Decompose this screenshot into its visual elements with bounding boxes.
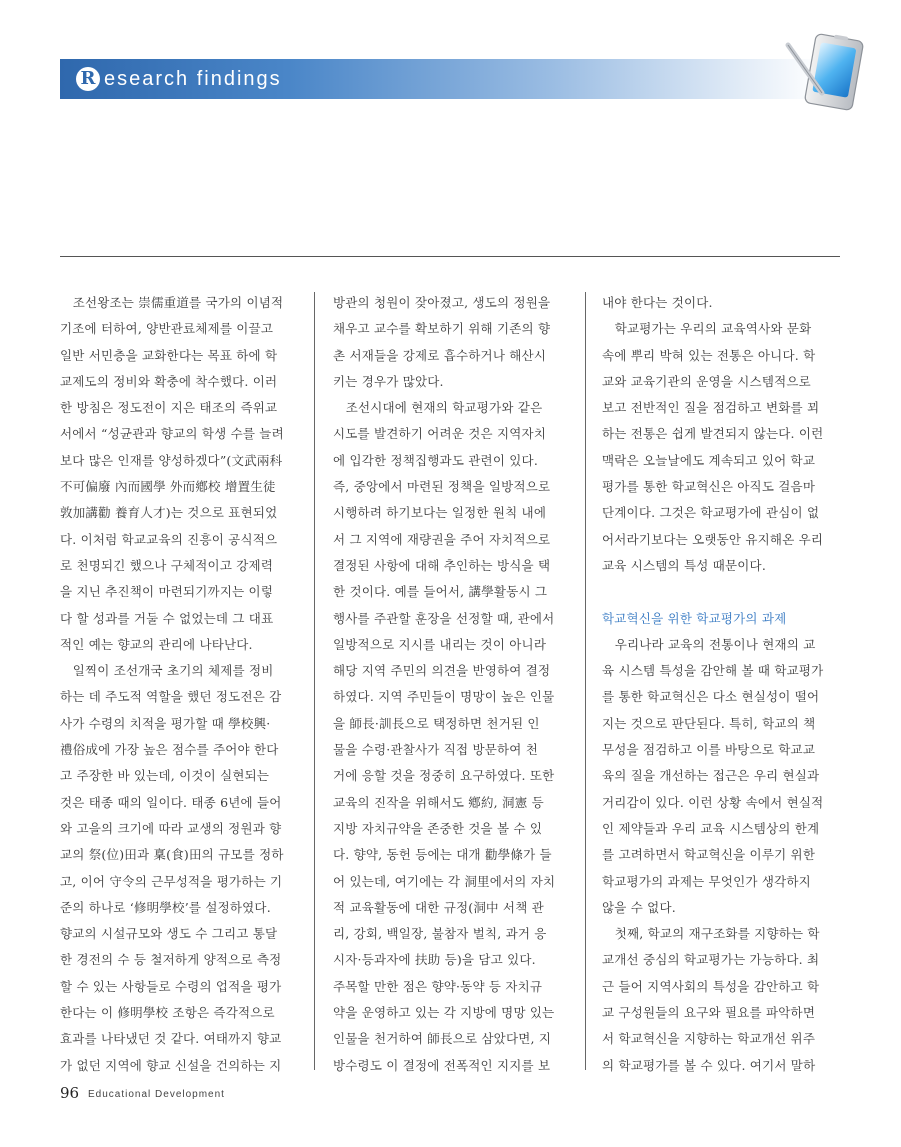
text-line: 敦加講勸 養育人才)는 것으로 표현되었	[60, 505, 278, 521]
text-line: 지는 것으로 판단된다. 특히, 학교의 책	[602, 715, 816, 731]
text-line: 에 입각한 정책집행과도 관련이 있다.	[333, 452, 538, 468]
section-logo-letter: R	[76, 67, 100, 91]
text-line: 보고 전반적인 질을 점검하고 변화를 꾀	[602, 400, 820, 416]
text-line: 키는 경우가 많았다.	[333, 373, 444, 389]
text-line: 않을 수 없다.	[602, 899, 676, 915]
text-line: 사가 수령의 치적을 평가할 때 學校興·	[60, 715, 271, 731]
text-line: 조선시대에 현재의 학교평가와 같은	[333, 400, 543, 416]
text-line: 고, 이어 守令의 근무성적을 평가하는 기	[60, 873, 283, 889]
text-line: 거에 응할 것을 정중히 요구하였다. 또한	[333, 768, 555, 784]
text-line: 와 고을의 크기에 따라 교생의 정원과 향	[60, 820, 282, 836]
text-line: 하는 데 주도적 역할을 했던 정도전은 감	[60, 689, 282, 705]
text-line: 주목할 만한 점은 향약·동약 등 자치규	[333, 978, 543, 994]
text-line: 교의 祭(位)田과 稟(食)田의 규모를 정하	[60, 847, 284, 863]
text-line: 한 방침은 정도전이 지은 태조의 즉위교	[60, 400, 278, 416]
text-line: 효과를 나타냈던 것 같다. 여태까지 향교	[60, 1031, 282, 1047]
text-line: 즉, 중앙에서 마련된 정책을 일방적으로	[333, 479, 551, 495]
text-line: 가 없던 지역에 향교 신설을 건의하는 지	[60, 1057, 282, 1073]
text-line: 촌 서재들을 강제로 흡수하거나 해산시	[333, 347, 547, 363]
text-line: 고 주장한 바 있는데, 이것이 실현되는	[60, 768, 270, 784]
text-line: 교제도의 정비와 확충에 착수했다. 이러	[60, 373, 278, 389]
text-line: 禮俗成에 가장 높은 점수를 주어야 한다	[60, 742, 279, 758]
text-line: 학교평가는 우리의 교육역사와 문화	[602, 321, 812, 337]
text-line: 약을 운영하고 있는 각 지방에 명망 있는	[333, 1005, 555, 1021]
text-line: 물을 수령·관찰사가 직접 방문하여 천	[333, 742, 538, 758]
text-line: 서 학교혁신을 지향하는 학교개선 위주	[602, 1031, 816, 1047]
text-line: 교육의 진작을 위해서도 鄕約, 洞憲 등	[333, 794, 544, 810]
text-column-1	[60, 290, 300, 1079]
text-line: 을 師長·訓長으로 택정하면 천거된 인	[333, 715, 540, 731]
text-line: 를 통한 학교혁신은 다소 현실성이 떨어	[602, 689, 820, 705]
page-number: 96	[60, 1084, 80, 1102]
text-column-3	[602, 290, 842, 1079]
text-line: 다 할 성과를 거둘 수 없었는데 그 대표	[60, 610, 274, 626]
column-divider	[585, 292, 586, 1070]
text-line: 일방적으로 지시를 내리는 것이 아니라	[333, 636, 547, 652]
text-line: 서 그 지역에 재량권을 주어 자치적으로	[333, 531, 551, 547]
text-line: 무성을 점검하고 이를 바탕으로 학교교	[602, 742, 816, 758]
text-line: 어서라기보다는 오랫동안 유지해온 우리	[602, 531, 824, 547]
text-line: 다. 향약, 동헌 등에는 대개 勸學條가 들	[333, 847, 552, 863]
text-line: 학교평가의 과제는 무엇인가 생각하지	[602, 873, 811, 889]
text-line: 우리나라 교육의 전통이나 현재의 교	[602, 636, 816, 652]
text-line: 어 있는데, 여기에는 각 洞里에서의 자치	[333, 873, 556, 889]
text-line: 적 교육활동에 대한 규정(洞中 서책 관	[333, 899, 544, 915]
text-line: 다. 이처럼 학교교육의 진흥이 공식적으	[60, 531, 278, 547]
text-line: 향교의 시설규모와 생도 수 그리고 통달	[60, 926, 278, 942]
text-line: 지방 자치규약을 존중한 것을 볼 수 있	[333, 820, 543, 836]
section-heading: 학교혁신을 위한 학교평가의 과제	[602, 610, 787, 626]
text-line: 하는 전통은 쉽게 발견되지 않는다. 이런	[602, 426, 824, 442]
text-line: 육 시스템 특성을 감안해 볼 때 학교평가	[602, 663, 824, 679]
text-line: 할 수 있는 사항들로 수령의 업적을 평가	[60, 978, 282, 994]
text-line: 첫째, 학교의 재구조화를 지향하는 학	[602, 926, 820, 942]
tablet-pen-icon	[780, 15, 870, 115]
paragraph-gap	[602, 579, 842, 605]
text-line: 결정된 사항에 대해 추인하는 방식을 택	[333, 557, 551, 573]
text-line: 육의 질을 개선하는 접근은 우리 현실과	[602, 768, 820, 784]
section-title: esearch findings	[104, 68, 282, 90]
text-line: 채우고 교수를 확보하기 위해 기존의 향	[333, 321, 551, 337]
text-line: 행사를 주관할 훈장을 선정할 때, 관에서	[333, 610, 555, 626]
top-divider	[60, 256, 840, 257]
text-line: 리, 강회, 백일장, 불참자 벌칙, 과거 응	[333, 926, 547, 942]
text-line: 내야 한다는 것이다.	[602, 295, 713, 310]
text-line: 교개선 중심의 학교평가는 가능하다. 최	[602, 952, 820, 968]
publication-name: Educational Development	[88, 1089, 225, 1100]
text-line: 근 들어 지역사회의 특성을 감안하고 학	[602, 978, 820, 994]
text-line: 맥락은 오늘날에도 계속되고 있어 학교	[602, 452, 816, 468]
text-column-2	[333, 290, 573, 1079]
text-line: 적인 예는 향교의 관리에 나타난다.	[60, 636, 253, 652]
text-line: 일반 서민층을 교화한다는 목표 하에 학	[60, 347, 278, 363]
text-line: 방수령도 이 결정에 전폭적인 지지를 보	[333, 1057, 551, 1073]
text-line: 해당 지역 주민의 의견을 반영하여 결정	[333, 663, 551, 679]
text-line: 일찍이 조선개국 초기의 체제를 정비	[60, 663, 274, 679]
text-line: 로 천명되긴 했으나 구체적이고 강제력	[60, 557, 274, 573]
text-line: 시자·등과자에 扶助 등)을 담고 있다.	[333, 952, 536, 968]
text-line: 조선왕조는 崇儒重道를 국가의 이념적	[60, 295, 284, 310]
text-line: 한 경전의 수 등 철저하게 양적으로 측정	[60, 952, 282, 968]
text-line: 서에서 “성균관과 향교의 학생 수를 늘려	[60, 426, 284, 442]
text-line: 교육 시스템의 특성 때문이다.	[602, 557, 766, 573]
text-line: 을 지닌 추진책이 마련되기까지는 이렇	[60, 584, 274, 600]
text-line: 단계이다. 그것은 학교평가에 관심이 없	[602, 505, 820, 521]
text-line: 기조에 터하여, 양반관료체제를 이끌고	[60, 321, 274, 337]
text-line: 것은 태종 때의 일이다. 태종 6년에 들어	[60, 794, 282, 810]
text-line: 의 학교평가를 볼 수 있다. 여기서 말하	[602, 1057, 816, 1073]
text-line: 한다는 이 修明學校 조항은 즉각적으로	[60, 1005, 275, 1021]
text-line: 하였다. 지역 주민들이 명망이 높은 인물	[333, 689, 555, 705]
text-line: 보다 많은 인재를 양성하겠다”(文武兩科	[60, 452, 283, 468]
text-line: 한 것이다. 예를 들어서, 講學활동시 그	[333, 584, 548, 600]
text-line: 인물을 천거하여 師長으로 삼았다면, 지	[333, 1031, 552, 1047]
text-line: 평가를 통한 학교혁신은 아직도 걸음마	[602, 479, 816, 495]
text-line: 시행하려 하기보다는 일정한 원칙 내에	[333, 505, 547, 521]
text-line: 교와 교육기관의 운영을 시스템적으로	[602, 373, 811, 389]
text-line: 준의 하나로 ‘修明學校’를 설정하였다.	[60, 899, 271, 915]
text-line: 를 고려하면서 학교혁신을 이루기 위한	[602, 847, 816, 863]
text-line: 교 구성원들의 요구와 필요를 파악하면	[602, 1005, 816, 1021]
text-line: 방관의 청원이 잦아졌고, 생도의 정원을	[333, 295, 551, 310]
column-divider	[314, 292, 315, 1070]
text-line: 인 제약들과 우리 교육 시스템상의 한계	[602, 820, 820, 836]
text-line: 거리감이 있다. 이런 상황 속에서 현실적	[602, 794, 824, 810]
text-line: 不可偏廢 內而國學 外而鄕校 增置生徒	[60, 479, 276, 495]
text-line: 시도를 발견하기 어려운 것은 지역자치	[333, 426, 547, 442]
text-line: 속에 뿌리 박혀 있는 전통은 아니다. 학	[602, 347, 816, 363]
